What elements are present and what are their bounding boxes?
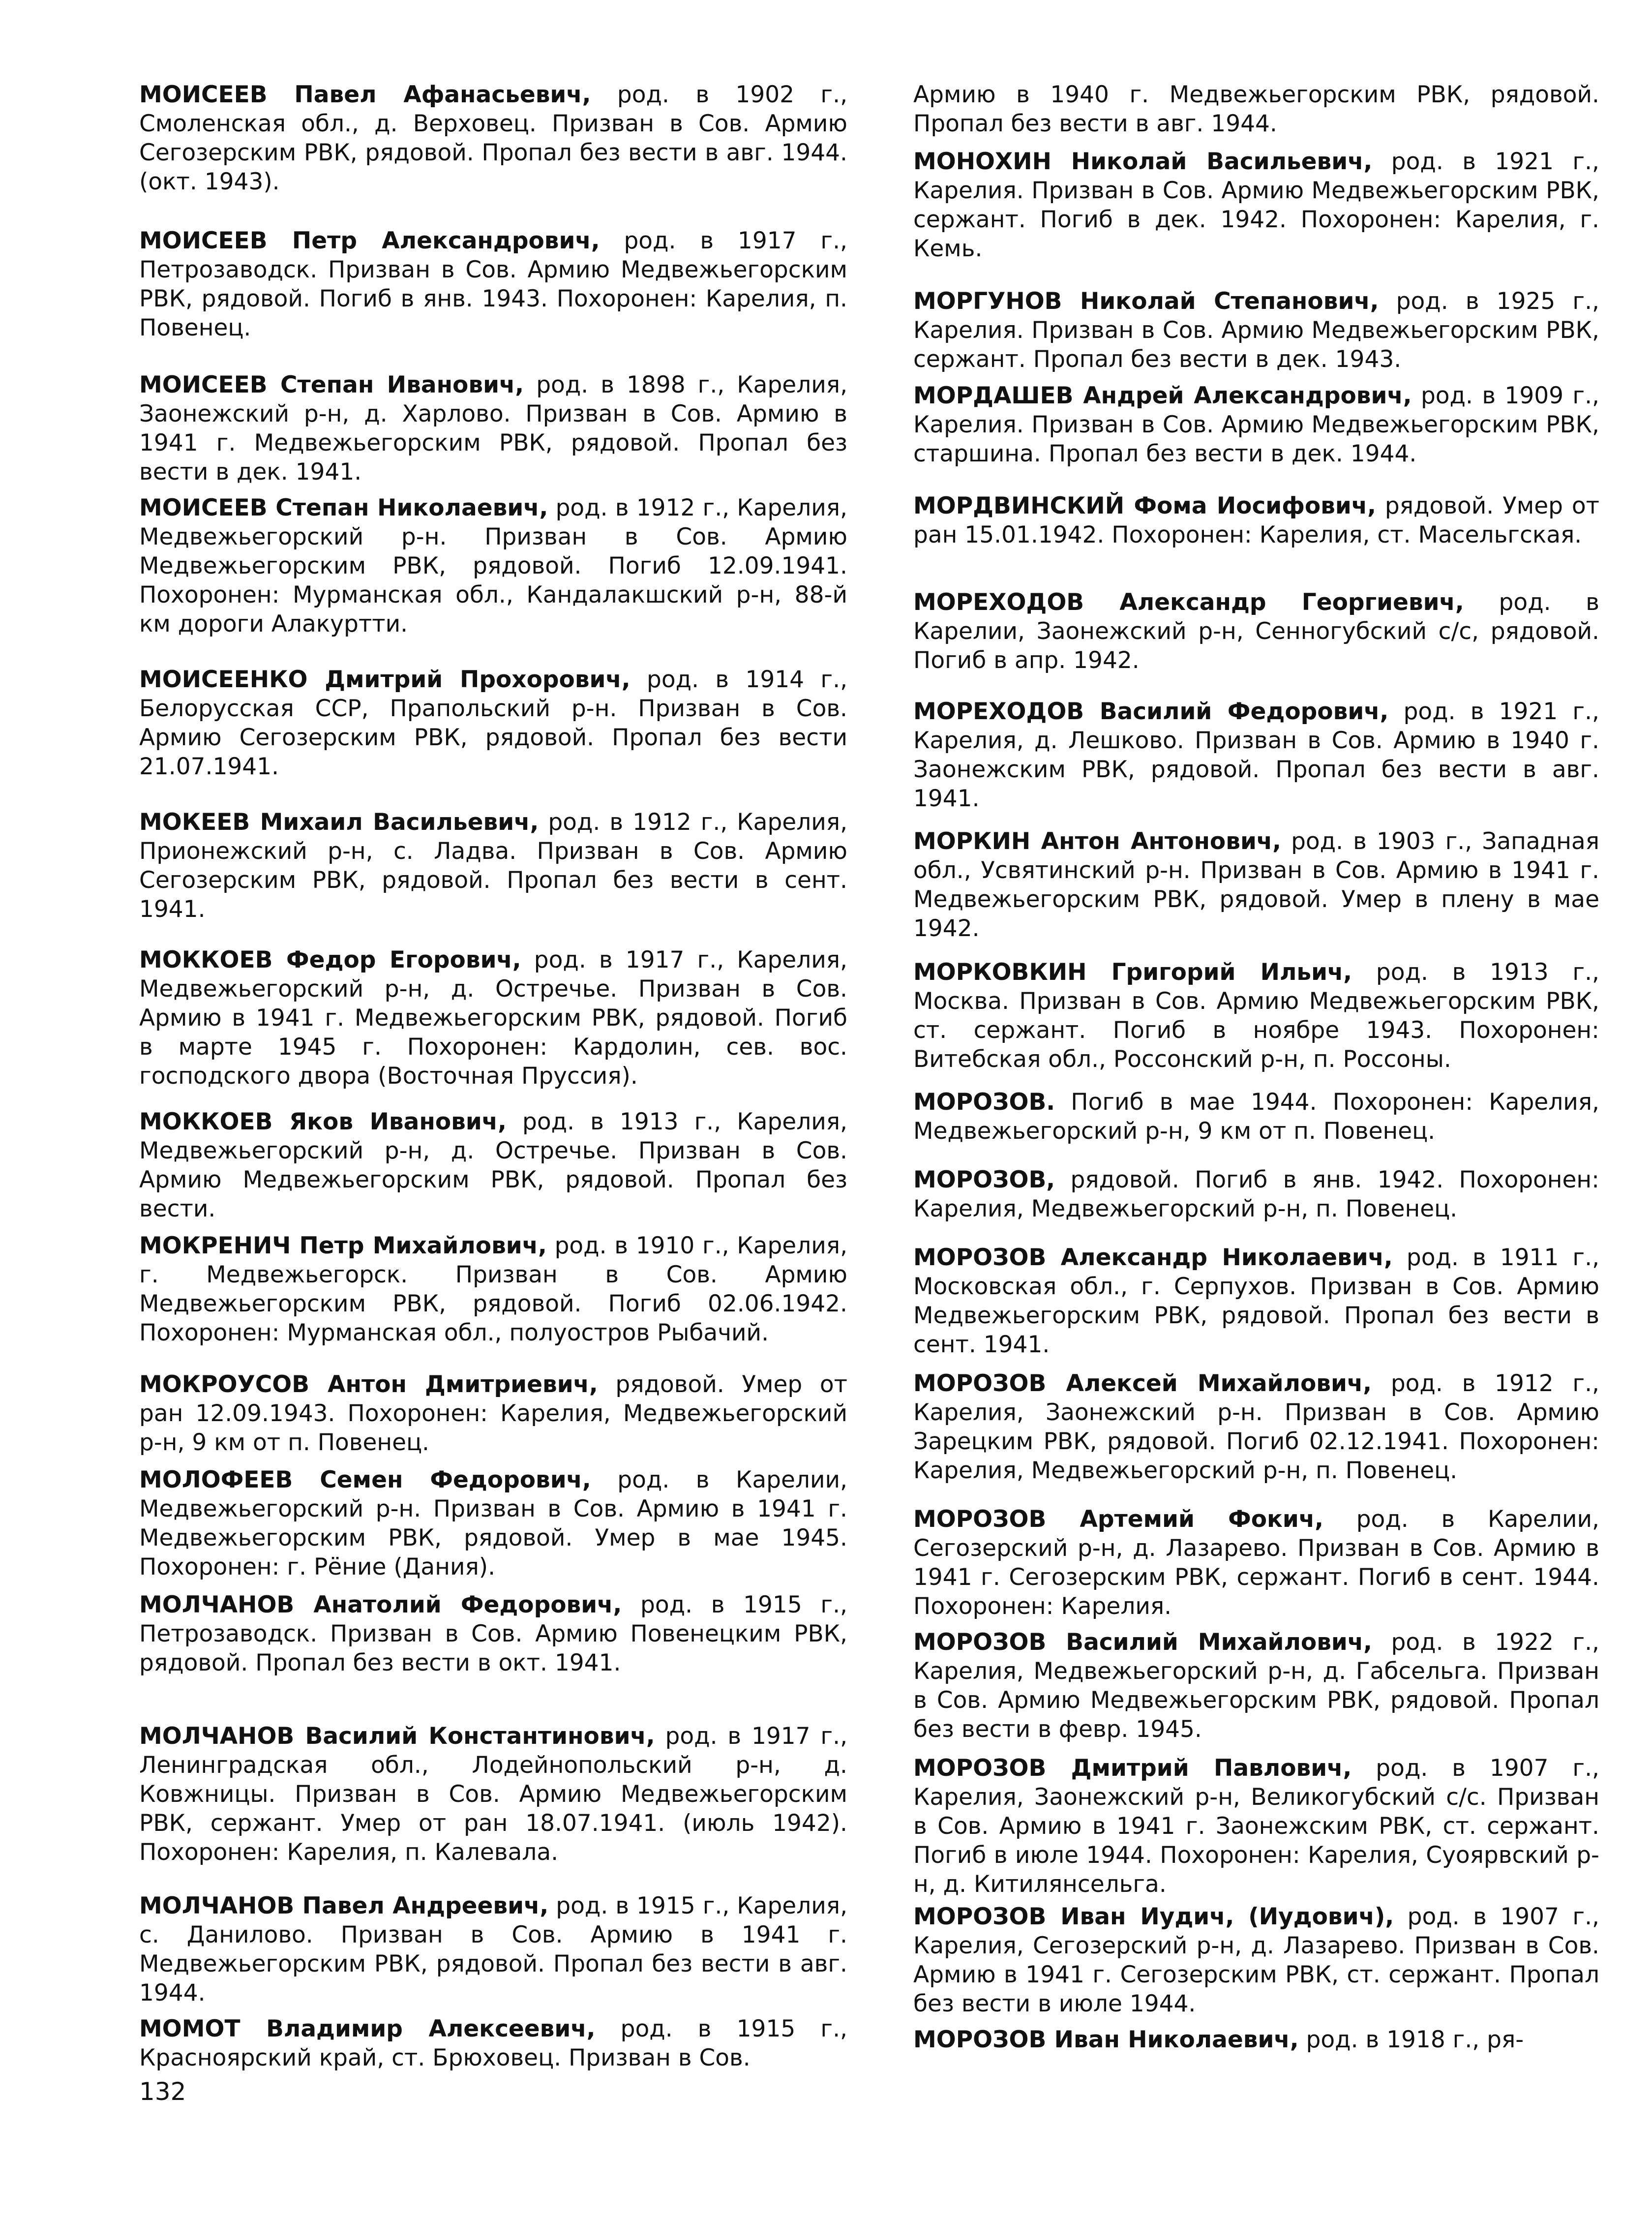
entry-morozov-alexey bbox=[913, 1369, 1599, 1485]
entry-molchanov-vasily bbox=[139, 1722, 847, 1867]
entry-text: род. в 1917 г., Ленинградская обл., Лодейнопольский р-н, д. Ковжницы. Призван в Сов. Армию Медвежьегорским РВК, сержант. Умер от ран 18.07.1941. (июль 1942). Похоронен: Карелия, п. Калевала. bbox=[139, 1723, 848, 1866]
entry-name: МОРДВИНСКИЙ Фома Иосифович, bbox=[913, 492, 1376, 519]
entry-moiseev-petr bbox=[139, 226, 847, 342]
entry-text: род. в 1925 г., Карелия. Призван в Сов. Армию Медвежьегорским РВК, сержант. Пропал без вести в дек. 1943. bbox=[913, 288, 1599, 373]
entry-name: МОИСЕЕВ Степан Николаевич, bbox=[139, 494, 548, 521]
entry-text: род. в Карелии, Заонежский р-н, Сенногубский с/с, рядовой. Погиб в апр. 1942. bbox=[913, 589, 1599, 674]
entry-name: МОРОЗОВ Александр Николаевич, bbox=[913, 1244, 1393, 1271]
entry-name: МОРКИН Антон Антонович, bbox=[913, 828, 1282, 855]
entry-text: рядовой. Умер от ран 15.01.1942. Похоронен: Карелия, ст. Масельгская. bbox=[913, 492, 1600, 548]
entry-text: род. в 1909 г., Карелия. Призван в Сов. Армию Медвежьегорским РВК, старшина. Пропал без вести в дек. 1944. bbox=[913, 382, 1599, 467]
entry-text: род. в 1915 г., Красноярский край, ст. Брюховец. Призван в Сов. bbox=[139, 2015, 847, 2071]
entry-name: МОЛЧАНОВ Павел Андреевич, bbox=[139, 1892, 549, 1919]
entry-text: род. в 1913 г., Москва. Призван в Сов. Армию Медвежьегорским РВК, ст. сержант. Погиб в ноябре 1943. Похоронен: Витебская обл., Россонский р-н, п. Россоны. bbox=[913, 959, 1599, 1073]
entry-morozov-ivan-i bbox=[913, 1902, 1599, 2018]
entry-moiseev-stepan-n bbox=[139, 493, 847, 638]
entry-molchanov-anatoly bbox=[139, 1590, 847, 1677]
entry-name: МОРЕХОДОВ Василий Федорович, bbox=[913, 698, 1389, 725]
entry-mokeev bbox=[139, 808, 847, 924]
entry-text: Армию в 1940 г. Медвежьегорским РВК, рядовой. Пропал без вести в авг. 1944. bbox=[913, 81, 1599, 137]
entry-morekhodov-vasily bbox=[913, 697, 1599, 813]
entry-text: рядовой. Погиб в янв. 1942. Похоронен: Карелия, Медвежьегорский р-н, п. Повенец. bbox=[913, 1166, 1599, 1222]
entry-mokrousov bbox=[139, 1370, 847, 1457]
entry-text: род. в 1912 г., Карелия, Заонежский р-н. Призван в Сов. Армию Зарецким РВК, рядовой. Погиб 02.12.1941. Похоронен: Карелия, Медвежьегорский р-н, п. Повенец. bbox=[913, 1370, 1599, 1484]
entry-text: род. в 1914 г., Белорусская ССР, Прапольский р-н. Призван в Сов. Армию Сегозерским РВК, рядовой. Пропал без вести 21.07.1941. bbox=[139, 666, 848, 780]
entry-text: род. в 1903 г., Западная обл., Усвятинский р-н. Призван в Сов. Армию в 1941 г. Медвежьегорским РВК, рядовой. Умер в плену в мае 1942. bbox=[913, 828, 1599, 942]
entry-name: МОРДАШЕВ Андрей Александрович, bbox=[913, 382, 1412, 409]
entry-name: МОНОХИН Николай Васильевич, bbox=[913, 148, 1373, 175]
entry-name: МОРОЗОВ Иван Николаевич, bbox=[913, 2026, 1299, 2053]
entry-name: МОРГУНОВ Николай Степанович, bbox=[913, 288, 1379, 315]
entry-name: МОРОЗОВ Дмитрий Павлович, bbox=[913, 1755, 1352, 1782]
entry-name: МОРОЗОВ Иван Иудич, (Иудович), bbox=[913, 1903, 1394, 1930]
entry-text: род. в Карелии, Сегозерский р-н, д. Лазарево. Призван в Сов. Армию в 1941 г. Сегозерским РВК, сержант. Погиб в сент. 1944. Похоронен: Карелия. bbox=[913, 1506, 1599, 1620]
entry-name: МОКЕЕВ Михаил Васильевич, bbox=[139, 809, 539, 836]
entry-text: род. в 1917 г., Петрозаводск. Призван в Сов. Армию Медвежьегорским РВК, рядовой. Погиб в янв. 1943. Похоронен: Карелия, п. Повенец. bbox=[139, 227, 847, 341]
entry-text: род. в 1918 г., ря- bbox=[1298, 2026, 1524, 2053]
entry-moiseev-stepan-i bbox=[139, 370, 847, 486]
entry-mokkoev-fedor bbox=[139, 945, 847, 1091]
entry-text: род. в 1902 г., Смоленская обл., д. Верховец. Призван в Сов. Армию Сегозерским РВК, рядовой. Пропал без вести в авг. 1944. (окт. 1943). bbox=[139, 81, 848, 195]
entry-molofeev bbox=[139, 1465, 847, 1581]
entry-momot bbox=[139, 2014, 847, 2072]
entry-name: МОИСЕЕВ Петр Александрович, bbox=[139, 227, 600, 254]
entry-name: МОРОЗОВ Алексей Михайлович, bbox=[913, 1370, 1372, 1397]
entry-morgunov bbox=[913, 287, 1599, 374]
entry-name: МОИСЕЕВ Павел Афанасьевич, bbox=[139, 81, 591, 108]
entry-mordashev bbox=[913, 381, 1599, 468]
page-number: 132 bbox=[139, 2077, 186, 2106]
entry-mokkoev-yakov bbox=[139, 1107, 847, 1223]
entry-name: МОККОЕВ Яков Иванович, bbox=[139, 1108, 507, 1135]
entry-name: МОРОЗОВ, bbox=[913, 1166, 1055, 1193]
entry-text: рядовой. Умер от ран 12.09.1943. Похоронен: Карелия, Медвежьегорский р-н, 9 км от п. Повенец. bbox=[139, 1371, 847, 1456]
entry-text: род. в 1910 г., Карелия, г. Медвежьегорск. Призван в Сов. Армию Медвежьегорским РВК, рядовой. Погиб 02.06.1942. Похоронен: Мурманская обл., полуостров Рыбачий. bbox=[139, 1232, 848, 1346]
entry-name: МОРЕХОДОВ Александр Георгиевич, bbox=[913, 589, 1464, 616]
entry-name: МОЛЧАНОВ Анатолий Федорович, bbox=[139, 1591, 622, 1618]
entry-name: МОККОЕВ Федор Егорович, bbox=[139, 946, 521, 973]
entry-name: МОРОЗОВ Василий Михайлович, bbox=[913, 1629, 1372, 1656]
entry-mokrenich bbox=[139, 1231, 847, 1347]
entry-text: род. в 1898 г., Карелия, Заонежский р-н, д. Харлово. Призван в Сов. Армию в 1941 г. Медвежьегорским РВК, рядовой. Пропал без вести в дек. 1941. bbox=[139, 371, 848, 486]
entry-morkin bbox=[913, 827, 1599, 943]
entry-name: МОЛЧАНОВ Василий Константинович, bbox=[139, 1723, 655, 1750]
entry-text: род. в 1912 г., Карелия, Прионежский р-н, с. Ладва. Призван в Сов. Армию Сегозерским РВК, рядовой. Пропал без вести в сент. 1941. bbox=[139, 809, 848, 923]
entry-morekhodov-alexandr bbox=[913, 588, 1599, 675]
entry-text: род. в 1921 г., Карелия, д. Лешково. Призван в Сов. Армию в 1940 г. Заонежским РВК, рядовой. Пропал без вести в авг. 1941. bbox=[913, 698, 1599, 812]
entry-text: род. в 1913 г., Карелия, Медвежьегорский р-н, д. Остречье. Призван в Сов. Армию Медвежьегорским РВК, рядовой. Пропал без вести. bbox=[139, 1108, 847, 1222]
entry-morozov-alexandr bbox=[913, 1243, 1599, 1359]
entry-moiseenko bbox=[139, 665, 847, 781]
entry-text: род. в 1907 г., Карелия, Заонежский р-н, Великогубский с/с. Призван в Сов. Армию в 1941 г. Заонежским РВК, ст. сержант. Погиб в июле 1944. Похоронен: Карелия, Суоярвский р-н, д. Китилянсельга. bbox=[913, 1755, 1599, 1898]
entry-name: МОРКОВКИН Григорий Ильич, bbox=[913, 959, 1352, 986]
entry-text: род. в 1912 г., Карелия, Медвежьегорский р-н. Призван в Сов. Армию Медвежьегорским РВК, рядовой. Погиб 12.09.1941. Похоронен: Мурманская обл., Кандалакшский р-н, 88-й км дороги Алакуртти. bbox=[139, 494, 847, 638]
entry-morozov-vasily bbox=[913, 1628, 1599, 1744]
entry-morozov-2 bbox=[913, 1165, 1599, 1223]
entry-text: род. в 1922 г., Карелия, Медвежьегорский р-н, д. Габсельга. Призван в Сов. Армию Медвежьегорским РВК, рядовой. Пропал без вести в февр. 1945. bbox=[913, 1629, 1599, 1743]
entry-name: МОКРОУСОВ Антон Дмитриевич, bbox=[139, 1371, 598, 1398]
entry-text: род. в 1915 г., Карелия, с. Данилово. Призван в Сов. Армию в 1941 г. Медвежьегорским РВК, рядовой. Пропал без вести в авг. 1944. bbox=[139, 1892, 848, 2006]
entry-name: МОРОЗОВ Артемий Фокич, bbox=[913, 1506, 1323, 1533]
entry-morozov-artemy bbox=[913, 1505, 1599, 1621]
entry-mordvinsky bbox=[913, 491, 1599, 549]
entry-name: МОМОТ Владимир Алексеевич, bbox=[139, 2015, 596, 2042]
entry-name: МОРОЗОВ. bbox=[913, 1089, 1055, 1116]
entry-moiseev-pavel bbox=[139, 80, 847, 196]
entry-text: Погиб в мае 1944. Похоронен: Карелия, Медвежьегорский р-н, 9 км от п. Повенец. bbox=[913, 1089, 1599, 1145]
entry-name: МОИСЕЕВ Степан Иванович, bbox=[139, 371, 524, 398]
entry-momot-continued bbox=[913, 80, 1599, 138]
entry-text: род. в 1915 г., Петрозаводск. Призван в Сов. Армию Повенецким РВК, рядовой. Пропал без вести в окт. 1941. bbox=[139, 1591, 847, 1676]
entry-molchanov-pavel bbox=[139, 1891, 847, 2007]
entry-morozov-dmitry bbox=[913, 1754, 1599, 1899]
entry-name: МОЛОФЕЕВ Семен Федорович, bbox=[139, 1466, 591, 1493]
entry-text: род. в 1917 г., Карелия, Медвежьегорский р-н, д. Остречье. Призван в Сов. Армию в 1941 г. Медвежьегорским РВК, рядовой. Погиб в марте 1945 г. Похоронен: Кардолин, сев. вос. господского двора (Восточная Пруссия). bbox=[139, 946, 847, 1090]
entry-name: МОИСЕЕНКО Дмитрий Прохорович, bbox=[139, 666, 631, 693]
entry-text: род. в 1907 г., Карелия, Сегозерский р-н, д. Лазарево. Призван в Сов. Армию в 1941 г. Сегозерским РВК, ст. сержант. Пропал без вести в июле 1944. bbox=[913, 1903, 1599, 2017]
entry-monokhin bbox=[913, 147, 1599, 263]
entry-text: род. в 1921 г., Карелия. Призван в Сов. Армию Медвежьегорским РВК, сержант. Погиб в дек. 1942. Похоронен: Карелия, г. Кемь. bbox=[913, 148, 1599, 262]
entry-text: род. в 1911 г., Московская обл., г. Серпухов. Призван в Сов. Армию Медвежьегорским РВК, рядовой. Пропал без вести в сент. 1941. bbox=[913, 1244, 1600, 1358]
entry-text: род. в Карелии, Медвежьегорский р-н. Призван в Сов. Армию в 1941 г. Медвежьегорским РВК, рядовой. Умер в мае 1945. Похоронен: г. Рёние (Дания). bbox=[139, 1466, 847, 1581]
entry-name: МОКРЕНИЧ Петр Михайлович, bbox=[139, 1232, 547, 1259]
entry-morkovkin bbox=[913, 958, 1599, 1074]
entry-morozov-ivan-n bbox=[913, 2025, 1599, 2054]
entry-morozov-1 bbox=[913, 1088, 1599, 1146]
